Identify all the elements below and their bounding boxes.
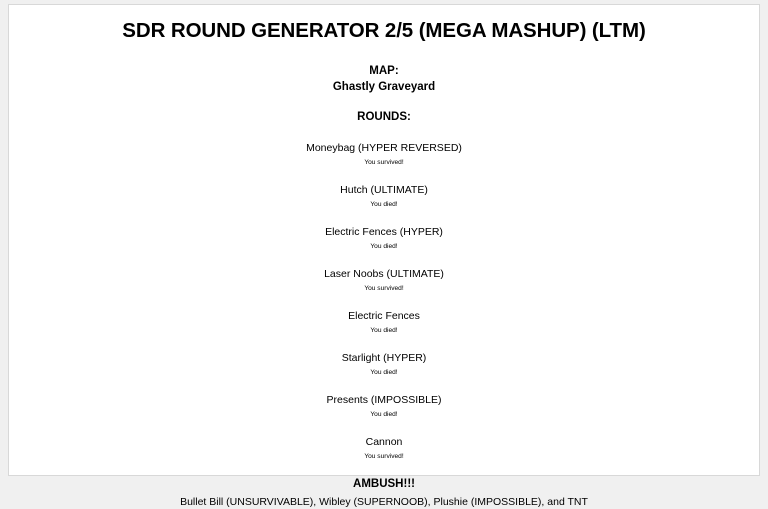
list-item [9, 226, 759, 251]
round-result: You died! [370, 242, 398, 250]
round-result: You died! [370, 326, 398, 334]
list-item [9, 142, 759, 167]
page-title: SDR ROUND GENERATOR 2/5 (MEGA MASHUP) (LTM) [122, 19, 646, 42]
list-item [9, 310, 759, 335]
round-name: Cannon [365, 435, 403, 448]
round-result: You died! [370, 200, 398, 208]
map-label: MAP: [369, 64, 399, 77]
round-name: Electric Fences (HYPER) [325, 225, 443, 238]
round-result: You survived! [364, 452, 404, 460]
round-result: You survived! [364, 284, 404, 292]
rounds-label: ROUNDS: [357, 110, 411, 123]
round-name: Hutch (ULTIMATE) [340, 183, 428, 196]
list-item [9, 268, 759, 293]
round-result: You died! [370, 410, 398, 418]
document-content [9, 5, 759, 509]
map-section [9, 63, 759, 96]
round-name: Laser Noobs (ULTIMATE) [324, 267, 444, 280]
rounds-list [9, 142, 759, 461]
round-name: Electric Fences [348, 309, 420, 322]
document-page [8, 4, 760, 508]
ambush-label: AMBUSH!!! [353, 477, 415, 490]
round-name: Presents (IMPOSSIBLE) [326, 393, 442, 406]
round-name: Starlight (HYPER) [341, 351, 427, 364]
map-value: Ghastly Graveyard [332, 81, 436, 94]
ambush-value: Bullet Bill (UNSURVIVABLE), Wibley (SUPERNOOB), Plushie (IMPOSSIBLE), and TNT [180, 495, 588, 508]
list-item [9, 394, 759, 419]
round-result: You died! [370, 368, 398, 376]
list-item [9, 436, 759, 461]
round-result: You survived! [364, 158, 404, 166]
round-name: Moneybag (HYPER REVERSED) [306, 141, 462, 154]
list-item [9, 352, 759, 377]
list-item [9, 184, 759, 209]
